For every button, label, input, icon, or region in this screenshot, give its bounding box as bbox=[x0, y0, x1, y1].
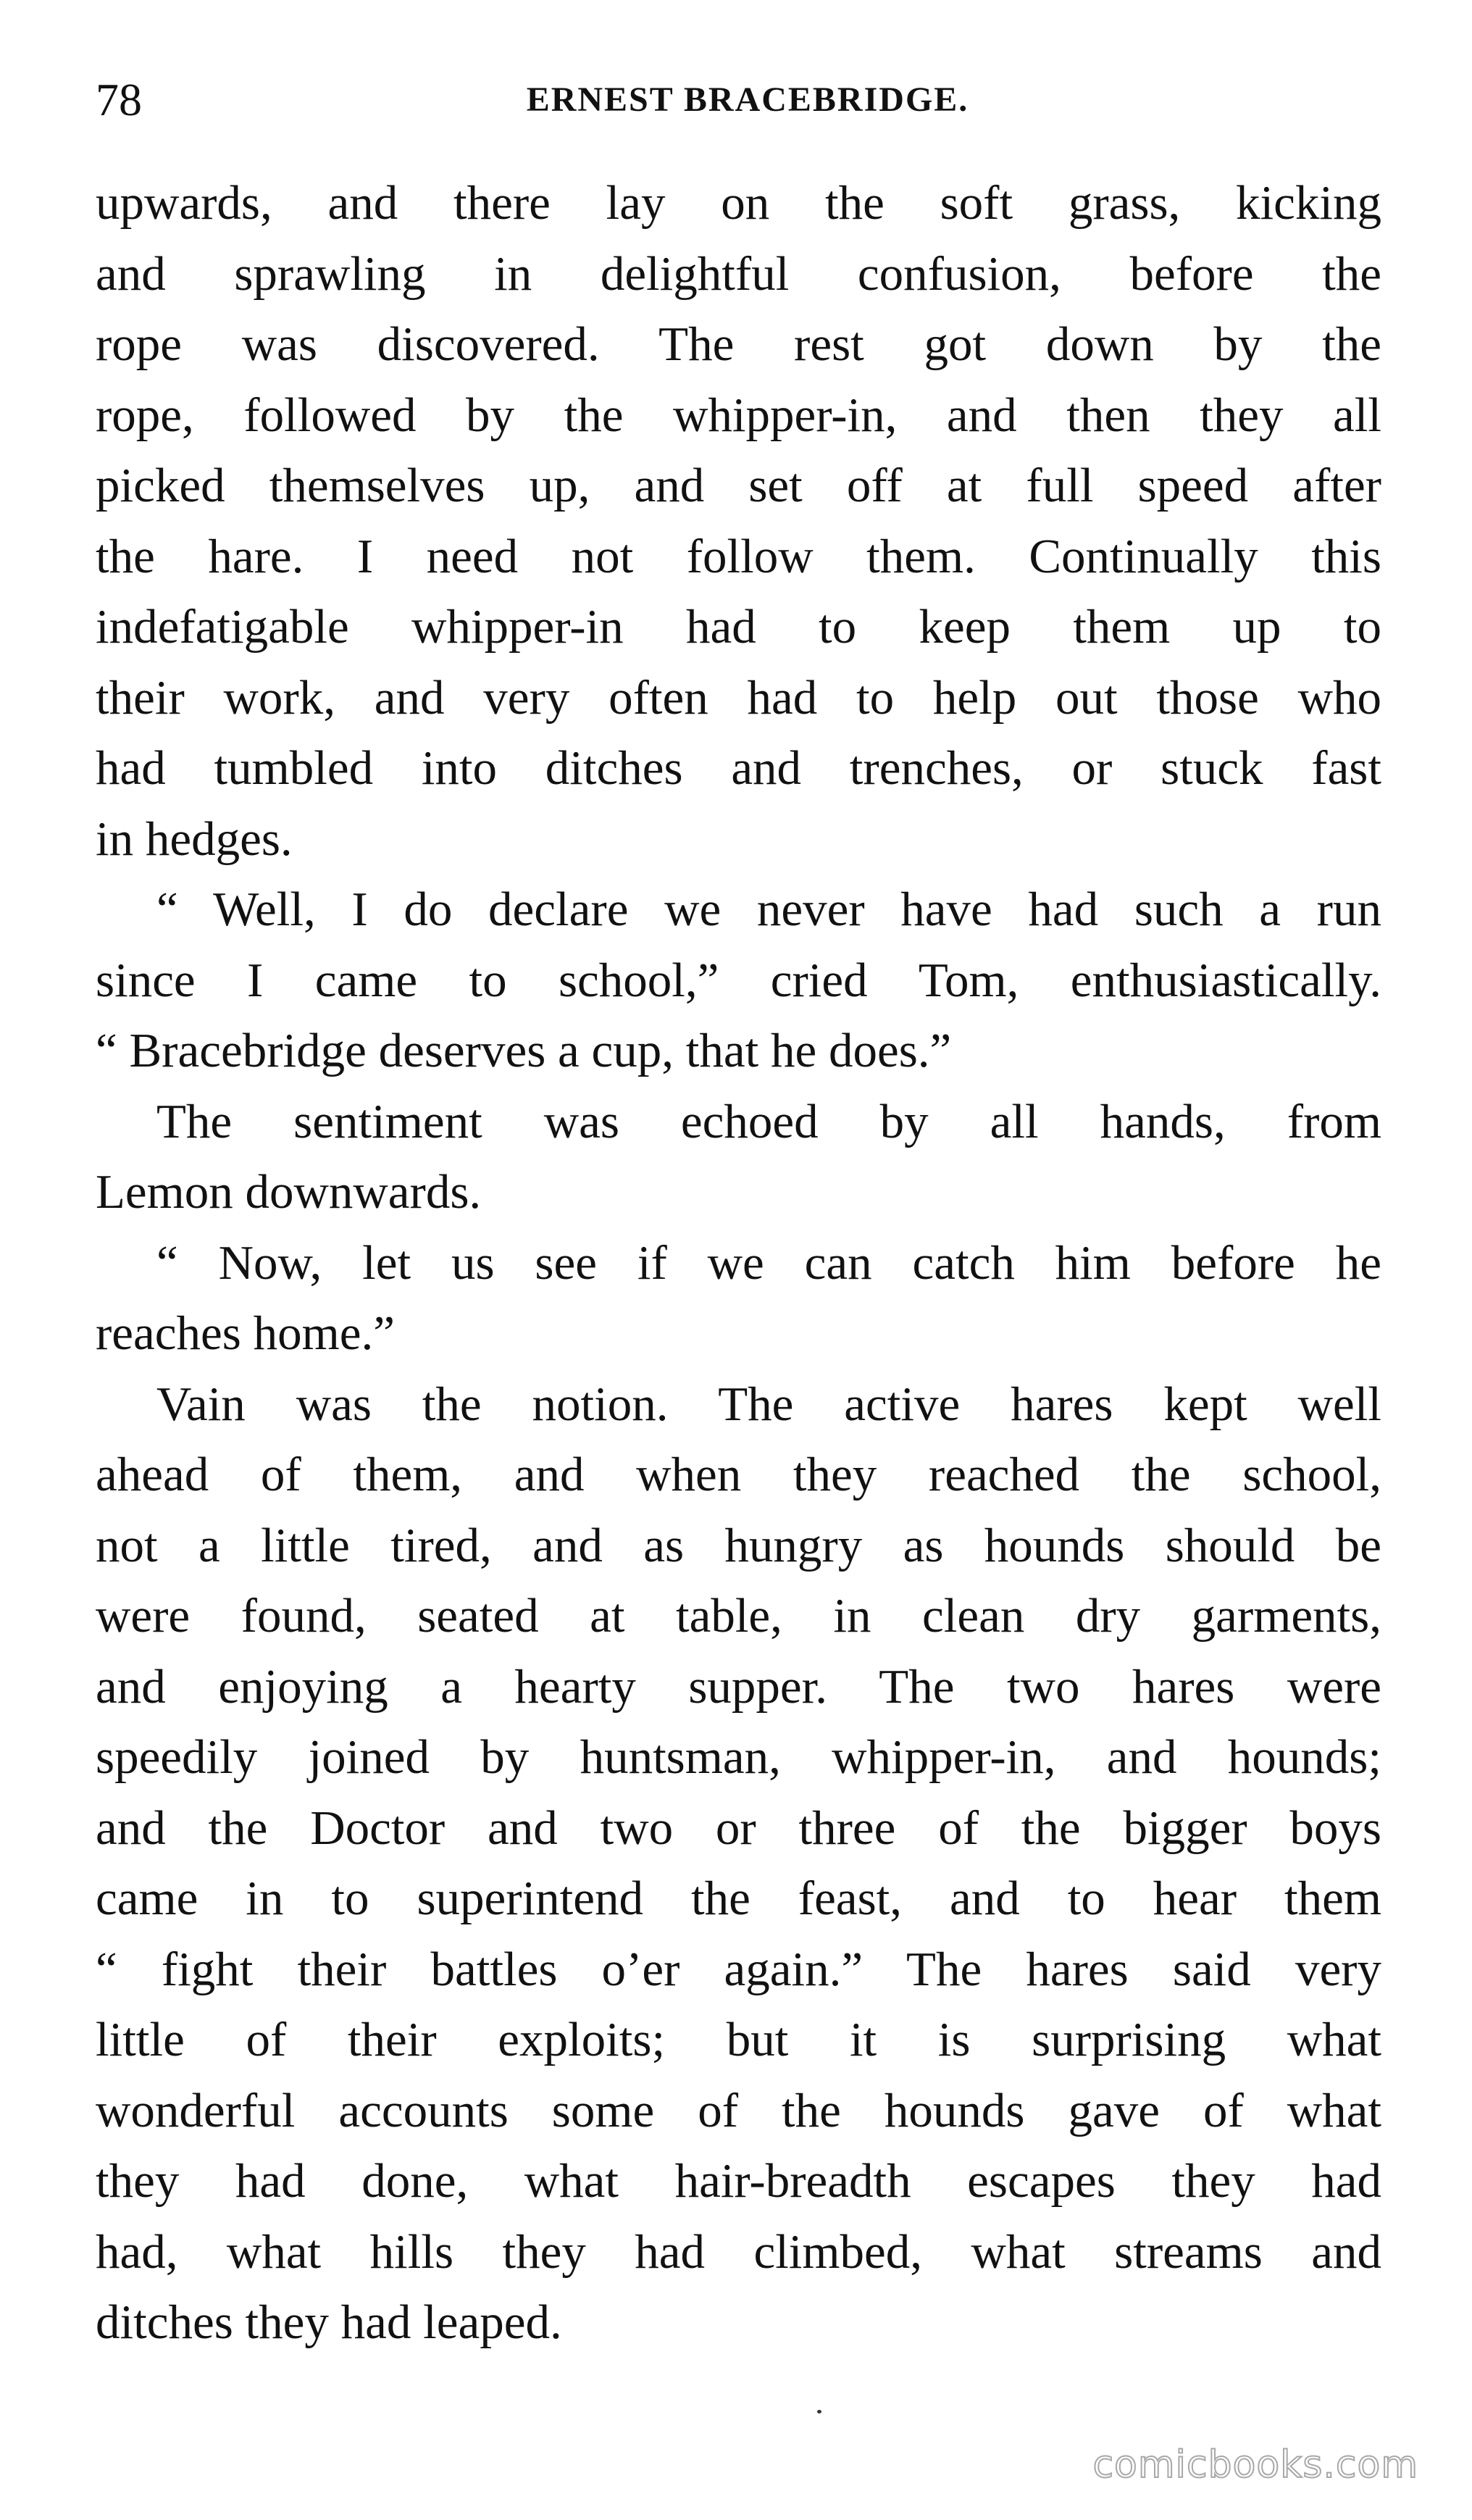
text-line: “ Bracebridge deserves a cup, that he does.” bbox=[96, 1024, 952, 1077]
text-line: Vain was the notion. The active hares kept well bbox=[156, 1377, 1381, 1431]
ink-speck bbox=[817, 2410, 821, 2413]
text-line: ahead of them, and when they reached the school, bbox=[96, 1448, 1381, 1501]
text-line: “ Well, I do declare we never have had such a run bbox=[156, 883, 1381, 936]
text-line: speedily joined by huntsman, whipper-in, and hounds; bbox=[96, 1730, 1381, 1784]
running-head bbox=[96, 71, 1400, 129]
text-line: indefatigable whipper-in had to keep them up to bbox=[96, 600, 1381, 654]
text-line: and sprawling in delightful confusion, before the bbox=[96, 246, 1381, 301]
text-line: since I came to school,” cried Tom, enthusiastically. bbox=[96, 953, 1381, 1007]
text-line: reaches home.” bbox=[96, 1306, 395, 1360]
text-line: had tumbled into ditches and trenches, or stuck fast bbox=[96, 741, 1381, 795]
text-line: upwards, and there lay on the soft grass, kicking bbox=[96, 176, 1381, 230]
text-line: The sentiment was echoed by all hands, from bbox=[156, 1094, 1381, 1148]
text-line: were found, seated at table, in clean dry garments, bbox=[96, 1589, 1381, 1643]
text-line: they had done, what hair-breadth escapes they had bbox=[96, 2154, 1381, 2208]
text-line: not a little tired, and as hungry as hounds should be bbox=[96, 1518, 1381, 1572]
text-line: came in to superintend the feast, and to hear them bbox=[96, 1872, 1381, 1925]
text-line: the hare. I need not follow them. Continually this bbox=[96, 529, 1381, 583]
text-line: ditches they had leaped. bbox=[96, 2295, 562, 2349]
text-line: had, what hills they had climbed, what streams and bbox=[96, 2224, 1381, 2279]
text-line: wonderful accounts some of the hounds gave of what bbox=[96, 2083, 1381, 2137]
page-number: 78 bbox=[96, 74, 142, 125]
text-line: “ fight their battles o’er again.” The hares said very bbox=[96, 1942, 1381, 1996]
watermark: comicbooks.com bbox=[1092, 2443, 1418, 2487]
text-line: rope was discovered. The rest got down by the bbox=[96, 317, 1381, 371]
text-line: and the Doctor and two or three of the bigger boys bbox=[96, 1801, 1381, 1855]
text-line: Lemon downwards. bbox=[96, 1165, 482, 1219]
text-line: in hedges. bbox=[96, 812, 293, 866]
text-line: and enjoying a hearty supper. The two hares were bbox=[96, 1659, 1381, 1714]
text-line: “ Now, let us see if we can catch him before he bbox=[156, 1235, 1381, 1290]
text-line: their work, and very often had to help out those who bbox=[96, 670, 1381, 725]
text-line: picked themselves up, and set off at full speed after bbox=[96, 459, 1381, 512]
running-title: ERNEST BRACEBRIDGE. bbox=[526, 80, 969, 119]
text-line: little of their exploits; but it is surprising what bbox=[96, 2013, 1381, 2066]
body-text bbox=[96, 168, 1381, 2358]
text-line: rope, followed by the whipper-in, and then they all bbox=[96, 388, 1381, 442]
